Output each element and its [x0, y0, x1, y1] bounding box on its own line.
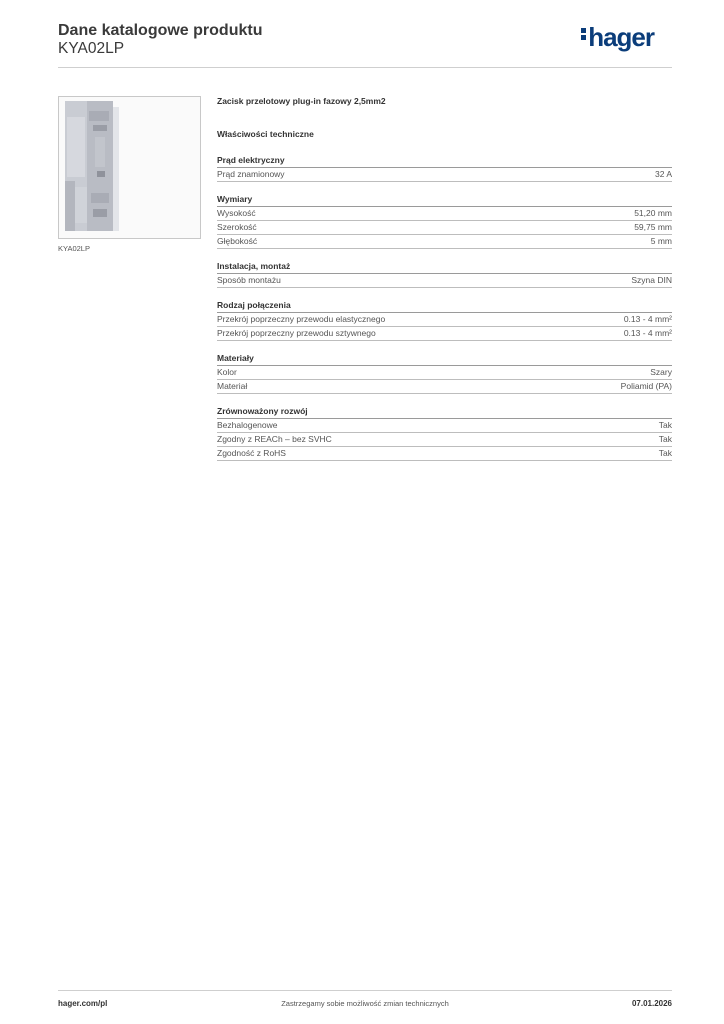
page-footer [58, 990, 672, 1014]
spec-group [217, 155, 672, 182]
spec-group-title: Prąd elektryczny [217, 155, 672, 168]
page-header [58, 22, 672, 68]
spec-value: 5 mm [650, 236, 672, 246]
spec-group [217, 353, 672, 394]
spec-group-title: Zrównoważony rozwój [217, 406, 672, 419]
spec-value: 59,75 mm [634, 222, 672, 232]
spec-row [217, 207, 672, 221]
spec-value: Tak [658, 420, 672, 430]
spec-value: 0.13 - 4 mm² [623, 314, 672, 324]
spec-value: 0.13 - 4 mm² [623, 328, 672, 338]
spec-group [217, 300, 672, 341]
logo-text: hager [588, 22, 654, 52]
spec-value: 51,20 mm [634, 208, 672, 218]
spec-group-title: Instalacja, montaż [217, 261, 672, 274]
product-image-caption: KYA02LP [58, 244, 90, 253]
spec-label: Wysokość [217, 208, 256, 218]
properties-title: Właściwości techniczne [217, 129, 314, 139]
spec-value: Tak [658, 434, 672, 444]
spec-row [217, 419, 672, 433]
spec-value: Tak [658, 448, 672, 458]
document-title: Dane katalogowe produktu [58, 22, 263, 39]
spec-group [217, 261, 672, 288]
spec-row [217, 327, 672, 341]
spec-label: Zgodny z REACh – bez SVHC [217, 434, 332, 444]
terminal-block-icon [59, 97, 200, 238]
footer-date: 07.01.2026 [631, 999, 672, 1008]
spec-group [217, 406, 672, 461]
spec-value: Poliamid (PA) [620, 381, 672, 391]
product-image [58, 96, 201, 239]
spec-row [217, 433, 672, 447]
spec-value: 32 A [654, 169, 672, 179]
product-name: Zacisk przelotowy plug-in fazowy 2,5mm2 [217, 96, 386, 106]
spec-row [217, 366, 672, 380]
spec-row [217, 313, 672, 327]
spec-group-title: Rodzaj połączenia [217, 300, 672, 313]
spec-row [217, 235, 672, 249]
spec-value: Szyna DIN [631, 275, 672, 285]
spec-label: Przekrój poprzeczny przewodu elastycznego [217, 314, 386, 324]
footer-notice: Zastrzegamy sobie możliwość zmian technicznych [281, 999, 449, 1008]
footer-website-link[interactable]: hager.com/pl [58, 999, 108, 1008]
product-code-title: KYA02LP [58, 40, 125, 57]
spec-label: Sposób montażu [217, 275, 281, 285]
spec-label: Głębokość [217, 236, 258, 246]
spec-groups [217, 155, 672, 461]
spec-label: Przekrój poprzeczny przewodu sztywnego [217, 328, 376, 338]
spec-row [217, 221, 672, 235]
spec-group [217, 194, 672, 249]
spec-label: Zgodność z RoHS [217, 448, 286, 458]
spec-content [217, 96, 672, 461]
spec-label: Materiał [217, 381, 248, 391]
spec-value: Szary [650, 367, 672, 377]
spec-row [217, 380, 672, 394]
spec-group-title: Materiały [217, 353, 672, 366]
spec-label: Bezhalogenowe [217, 420, 278, 430]
logo-dots-icon [581, 26, 586, 42]
spec-label: Prąd znamionowy [217, 169, 285, 179]
hager-logo[interactable] [581, 22, 654, 53]
spec-row [217, 274, 672, 288]
spec-label: Kolor [217, 367, 237, 377]
spec-row [217, 447, 672, 461]
spec-group-title: Wymiary [217, 194, 672, 207]
spec-row [217, 168, 672, 182]
spec-label: Szerokość [217, 222, 257, 232]
